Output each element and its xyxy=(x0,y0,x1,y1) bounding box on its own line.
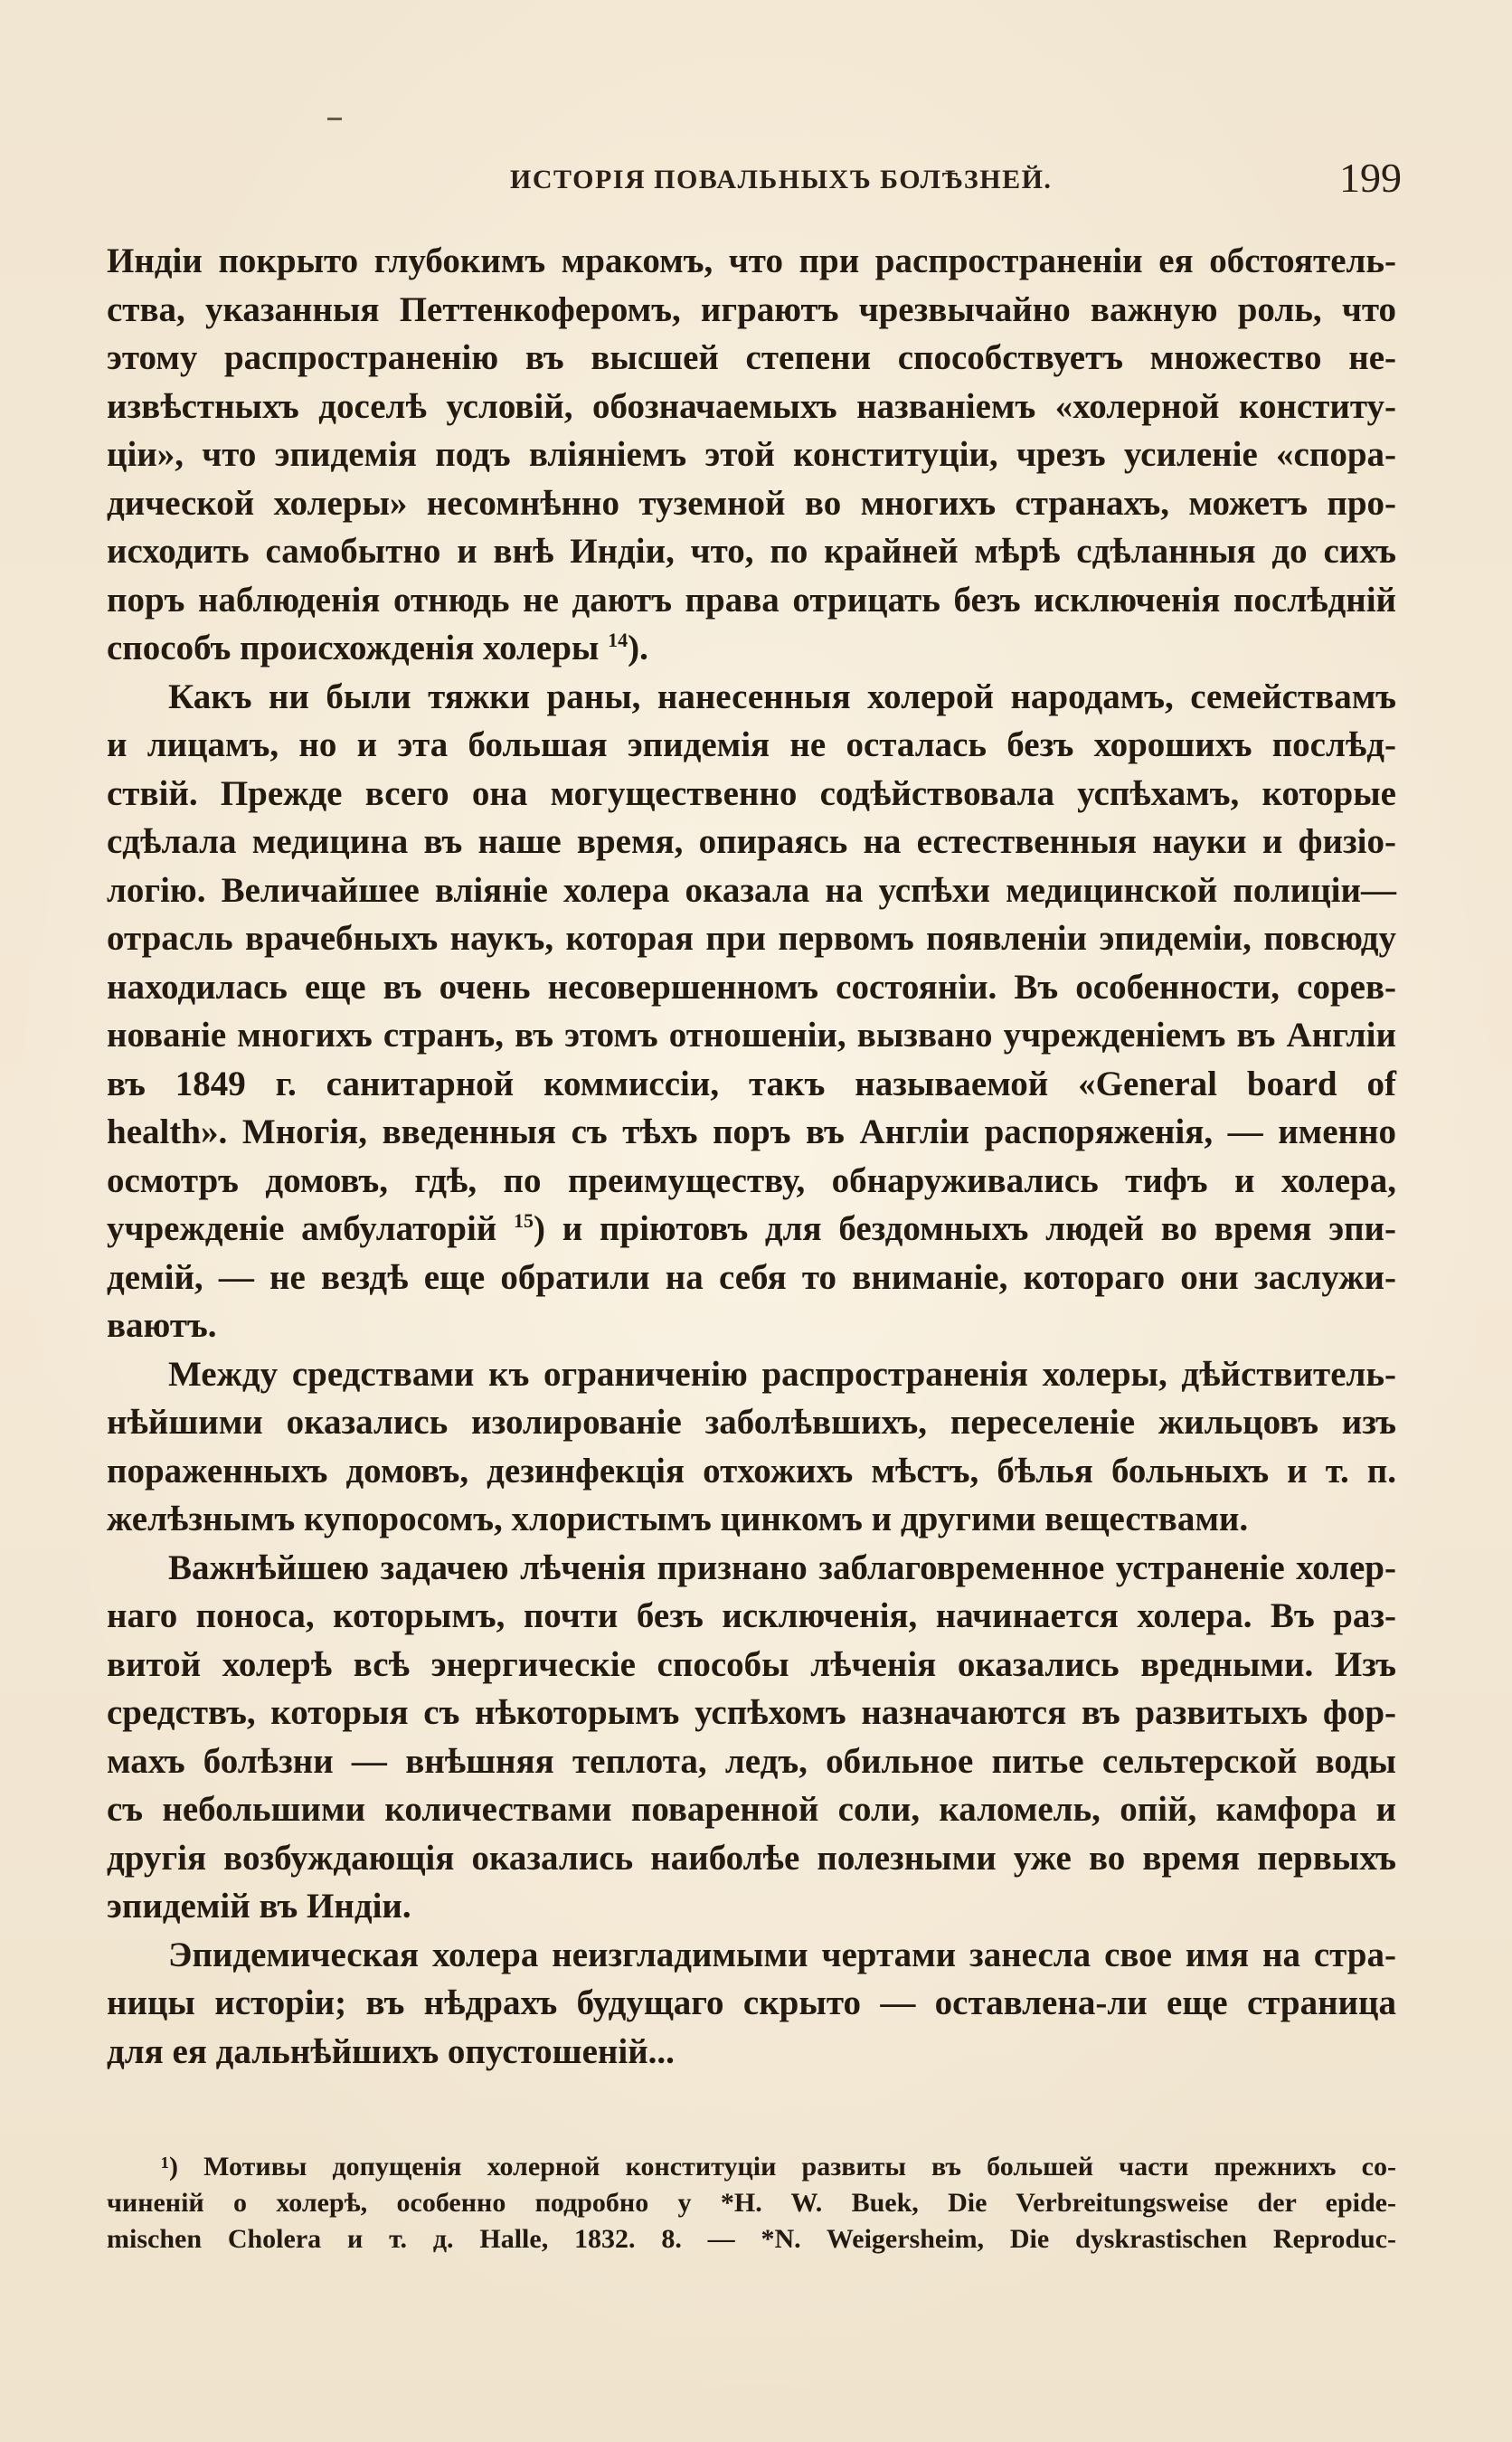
footnote-reference: 15 xyxy=(514,1209,534,1232)
text-line xyxy=(107,1350,1396,1399)
running-head: ИСТОРІЯ ПОВАЛЬНЫХЪ БОЛѢЗНЕЙ. xyxy=(510,165,1053,194)
line-text: ¹) Мотивы допущенія холерной конституціи развиты въ большей части прежнихъ со- xyxy=(161,2152,1396,2182)
text-line xyxy=(107,1834,1396,1883)
text-line xyxy=(107,1689,1396,1737)
line-text: ціи», что эпидемія подъ вліяніемъ этой конституціи, чрезъ усиленіе «спора- xyxy=(107,435,1396,474)
text-line xyxy=(107,1254,1396,1302)
line-text: пораженныхъ домовъ, дезинфекція отхожихъ мѣстъ, бѣлья больныхъ и т. п. xyxy=(107,1451,1396,1491)
text-line xyxy=(107,383,1396,431)
page-header xyxy=(99,154,1402,208)
text-line xyxy=(107,1301,1396,1350)
line-text: средствъ, которыя съ нѣкоторымъ успѣхомъ назначаются въ развитыхъ фор- xyxy=(107,1693,1396,1732)
line-text: для ея дальнѣйшихъ опустошеній... xyxy=(107,2031,675,2071)
line-text: health». Многія, введенныя съ тѣхъ поръ въ Англіи распоряженія, — именно xyxy=(107,1112,1396,1151)
text-line xyxy=(107,2149,1396,2185)
text-line xyxy=(107,334,1396,383)
text-line xyxy=(107,2028,1396,2077)
text-line xyxy=(107,624,1396,673)
line-text: отрасль врачебныхъ наукъ, которая при первомъ появленіи эпидеміи, повсюду xyxy=(107,919,1396,958)
line-text: демій, — не вездѣ еще обратили на себя то вниманіе, котораго они заслужи- xyxy=(107,1257,1396,1297)
line-text: осмотръ домовъ, гдѣ, по преимуществу, обнаруживались тифъ и холера, xyxy=(107,1160,1396,1200)
line-text: mischen Cholera и т. д. Halle, 1832. 8. — *N. Weigersheim, Die dyskrastischen Reproduc- xyxy=(107,2224,1396,2254)
line-text: Эпидемическая холера неизгладимыми чертами занесла свое имя на стра- xyxy=(168,1935,1396,1974)
text-line xyxy=(107,1108,1396,1157)
text-line xyxy=(107,1447,1396,1496)
line-text: съ небольшими количествами поваренной соли, каломель, опій, камфора и xyxy=(107,1790,1396,1829)
text-line xyxy=(107,721,1396,770)
line-text: Какъ ни были тяжки раны, нанесенныя холерой народамъ, семействамъ xyxy=(168,677,1396,716)
line-text: нованіе многихъ странъ, въ этомъ отношеніи, вызвано учрежденіемъ въ Англіи xyxy=(107,1016,1396,1055)
line-text: способъ происхожденія холеры xyxy=(107,629,600,667)
line-text: желѣзнымъ купоросомъ, хлористымъ цинкомъ и другими веществами. xyxy=(107,1500,1249,1538)
text-line xyxy=(107,818,1396,866)
line-text: логію. Величайшее вліяніе холера оказала на успѣхи медицинской полиціи— xyxy=(107,870,1396,910)
footnote-reference: 14 xyxy=(608,629,628,651)
line-text-tail: ) и пріютовъ для бездомныхъ людей во время эпи- xyxy=(534,1209,1397,1248)
line-text: и лицамъ, но и эта большая эпидемія не осталась безъ хорошихъ послѣд- xyxy=(107,725,1396,764)
text-line xyxy=(107,576,1396,625)
line-text: дической холеры» несомнѣнно туземной во многихъ странахъ, можетъ про- xyxy=(107,483,1396,523)
text-line xyxy=(107,1495,1396,1544)
line-text: въ 1849 г. санитарной коммиссіи, такъ называемой «General board of xyxy=(107,1064,1396,1103)
line-text: ства, указанныя Петтенкоферомъ, играютъ чрезвычайно важную роль, что xyxy=(107,289,1396,329)
line-text: Важнѣйшею задачею лѣченія признано заблаговременное устраненіе холер- xyxy=(168,1548,1396,1587)
text-line xyxy=(107,1205,1396,1254)
printer-mark xyxy=(327,118,342,120)
text-line xyxy=(107,770,1396,819)
text-line xyxy=(107,1882,1396,1931)
line-text: чиненій о холерѣ, особенно подробно у *H. W. Buek, Die Verbreitungsweise der epide- xyxy=(107,2188,1396,2218)
page-number: 199 xyxy=(1339,155,1402,201)
text-line xyxy=(107,2221,1396,2257)
text-line xyxy=(107,237,1396,286)
text-line xyxy=(107,673,1396,722)
line-text: сдѣлала медицина въ наше время, опираясь на естественныя науки и физіо- xyxy=(107,822,1396,861)
line-text: ствій. Прежде всего она могущественно содѣйствовала успѣхамъ, которые xyxy=(107,773,1396,813)
text-line xyxy=(107,963,1396,1012)
line-text-tail: ). xyxy=(628,629,648,667)
line-text: Между средствами къ ограниченію распространенія холеры, дѣйствитель- xyxy=(168,1354,1396,1394)
line-text: извѣстныхъ доселѣ условій, обозначаемыхъ названіемъ «холерной конститу- xyxy=(107,386,1396,426)
line-text: витой холерѣ всѣ энергическіе способы лѣченія оказались вредными. Изъ xyxy=(107,1644,1396,1684)
text-line xyxy=(107,479,1396,528)
line-text: Индіи покрыто глубокимъ мракомъ, что при распространеніи ея обстоятель- xyxy=(107,241,1396,280)
text-line xyxy=(107,527,1396,576)
text-line xyxy=(107,1398,1396,1447)
line-text: находилась еще въ очень несовершенномъ состояніи. Въ особенности, сорев- xyxy=(107,967,1396,1007)
line-text: поръ наблюденія отнюдь не даютъ права отрицать безъ исключенія послѣдній xyxy=(107,580,1396,620)
text-line xyxy=(107,866,1396,915)
text-line xyxy=(107,914,1396,963)
text-line xyxy=(107,431,1396,479)
main-text xyxy=(107,237,1396,2076)
text-line xyxy=(107,1979,1396,2028)
line-text: эпидемій въ Индіи. xyxy=(107,1887,411,1926)
text-line xyxy=(107,2185,1396,2221)
line-text: наго поноса, которымъ, почти безъ исключенія, начинается холера. Въ раз- xyxy=(107,1596,1396,1635)
line-text: нѣйшими оказались изолированіе заболѣвшихъ, переселеніе жильцовъ изъ xyxy=(107,1403,1396,1442)
text-line xyxy=(107,1785,1396,1834)
line-text: другія возбуждающія оказались наиболѣе полезными уже во время первыхъ xyxy=(107,1838,1396,1878)
footnotes xyxy=(107,2149,1396,2257)
text-line xyxy=(107,1737,1396,1786)
text-line xyxy=(107,1592,1396,1641)
text-line xyxy=(107,1157,1396,1206)
text-line xyxy=(107,1011,1396,1060)
line-text: исходить самобытно и внѣ Индіи, что, по крайней мѣрѣ сдѣланныя до сихъ xyxy=(107,532,1396,571)
text-line xyxy=(107,1544,1396,1593)
line-text: учрежденіе амбулаторій xyxy=(107,1209,497,1248)
text-line xyxy=(107,1060,1396,1109)
line-text: махъ болѣзни — внѣшняя теплота, ледъ, обильное питье сельтерской воды xyxy=(107,1741,1396,1781)
text-line xyxy=(107,1641,1396,1690)
text-line xyxy=(107,286,1396,335)
line-text: ницы исторіи; въ нѣдрахъ будущаго скрыто — оставлена-ли еще страница xyxy=(107,1983,1396,2022)
line-text: ваютъ. xyxy=(107,1306,217,1345)
text-line xyxy=(107,1931,1396,1980)
line-text: этому распространенію въ высшей степени способствуетъ множество не- xyxy=(107,338,1396,377)
